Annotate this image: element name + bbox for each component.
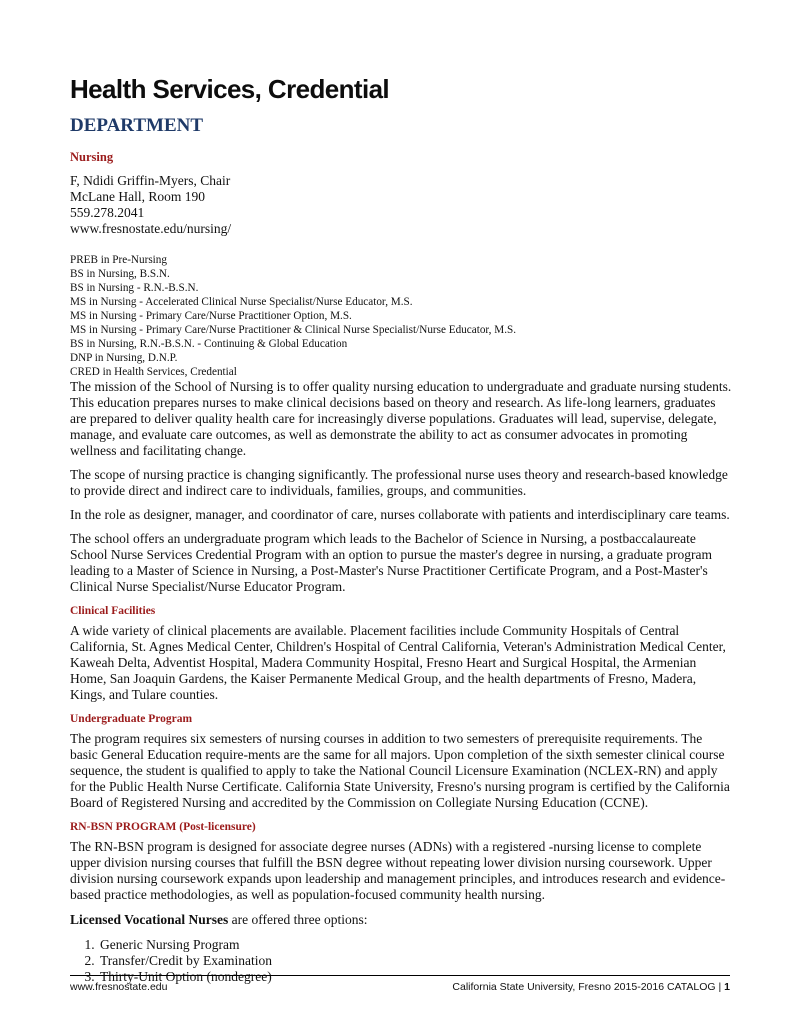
lvn-option: 3. Thirty-Unit Option (nondegree) <box>98 969 732 985</box>
program-item[interactable]: BS in Nursing, R.N.-B.S.N. - Continuing & Global Education <box>70 338 348 350</box>
contact-block <box>70 173 732 237</box>
rnbsn-heading: RN-BSN PROGRAM (Post-licensure) <box>70 821 256 833</box>
programs-paragraph: The school offers an undergraduate program which leads to the Bachelor of Science in Nursing, a postbaccalaureate School Nurse Services Credential Program with an option to pursue the master's degree in nursing, a graduate program leading to a Master of Science in Nursing, a Post-Master's Nurse Practitioner Certificate Program, and a Post-Master's Clinical Nurse Specialist/Nurse Educator Program. <box>70 531 713 594</box>
contact-chair: F, Ndidi Griffin-Myers, Chair <box>70 173 231 188</box>
clinical-paragraph: A wide variety of clinical placements are available. Placement facilities include Community Hospitals of Central California, St. Agnes Medical Center, Children's Hospital of Central California, Veteran's Administration Medical Center, Kaweah Delta, Adventist Hospital, Madera Community Hospital, Fresno Heart and Surgical Hospital, the Armenian Home, San Joaquin Gardens, the Kaiser Permanente Medical Group, and the health departments of Fresno, Madera, Kings, and Tulare counties. <box>70 623 726 702</box>
program-item[interactable]: BS in Nursing - R.N.-B.S.N. <box>70 282 199 294</box>
footer-catalog-text: California State University, Fresno 2015-2016 CATALOG | <box>452 981 725 993</box>
nursing-heading: Nursing <box>70 150 114 164</box>
program-list <box>70 253 732 379</box>
role-paragraph: In the role as designer, manager, and coordinator of care, nurses collaborate with patients and interdisciplinary care teams. <box>70 507 730 522</box>
lvn-option: 1. Generic Nursing Program <box>98 937 732 953</box>
program-item[interactable]: MS in Nursing - Primary Care/Nurse Practitioner Option, M.S. <box>70 310 352 322</box>
program-item[interactable]: DNP in Nursing, D.N.P. <box>70 352 178 364</box>
contact-phone: 559.278.2041 <box>70 205 145 220</box>
contact-website[interactable]: www.fresnostate.edu/nursing/ <box>70 221 232 236</box>
lvn-bold-label: Licensed Vocational Nurses <box>70 912 229 927</box>
rnbsn-paragraph: The RN-BSN program is designed for associate degree nurses (ADNs) with a registered -nursing license to complete upper division nursing courses that fulfill the BSN degree without repeating lower division nursing coursework. Upper division nursing coursework expands upon leadership and management principles, and introduces research and evidence-based practice methodologies, as well as population-focused community health nursing. <box>70 839 726 902</box>
lvn-intro <box>70 912 732 928</box>
mission-paragraph: The mission of the School of Nursing is to offer quality nursing education to undergraduate and graduate nursing students. This education prepares nurses to make clinical decisions based on theory and research. As life-long learners, graduates are prepared to deliver quality health care for increasingly diverse populations. Graduates will lead, supervise, delegate, manage, and evaluate care outcomes, as well as demonstrate the ability to act as consumer advocates in promoting wellness and facilitating change. <box>70 379 732 458</box>
department-heading: DEPARTMENT <box>70 115 204 136</box>
lvn-options-list <box>70 937 732 985</box>
lvn-intro-rest: are offered three options: <box>228 912 368 927</box>
scope-paragraph: The scope of nursing practice is changing significantly. The professional nurse uses theory and research-based knowledge to provide direct and indirect care to individuals, families, groups, and communities. <box>70 467 728 498</box>
program-item[interactable]: MS in Nursing - Primary Care/Nurse Practitioner & Clinical Nurse Specialist/Nurse Educator, M.S. <box>70 324 517 336</box>
footer-website[interactable]: www.fresnostate.edu <box>70 981 168 993</box>
clinical-heading: Clinical Facilities <box>70 605 156 617</box>
undergrad-paragraph: The program requires six semesters of nursing courses in addition to two semesters of prerequisite requirements. The basic General Education require-ments are the same for all majors. Upon completion of the sixth semester clinical course sequence, the student is qualified to apply to take the National Council Licensure Examination (NCLEX-RN) and apply for the Public Health Nurse Certificate. California State University, Fresno's nursing program is certified by the California Board of Registered Nursing and accredited by the Commission on Collegiate Nursing Education (CCNE). <box>70 731 730 810</box>
program-item[interactable]: BS in Nursing, B.S.N. <box>70 268 170 280</box>
footer-catalog <box>452 981 730 993</box>
contact-location: McLane Hall, Room 190 <box>70 189 205 204</box>
undergrad-heading: Undergraduate Program <box>70 713 193 725</box>
program-item[interactable]: PREB in Pre-Nursing <box>70 254 167 266</box>
footer-page-number: 1 <box>724 981 730 993</box>
content-flow <box>70 150 732 985</box>
lvn-option: 2. Transfer/Credit by Examination <box>98 953 732 969</box>
program-item[interactable]: MS in Nursing - Accelerated Clinical Nurse Specialist/Nurse Educator, M.S. <box>70 296 413 308</box>
page-title: Health Services, Credential <box>70 74 390 104</box>
program-item[interactable]: CRED in Health Services, Credential <box>70 366 237 378</box>
